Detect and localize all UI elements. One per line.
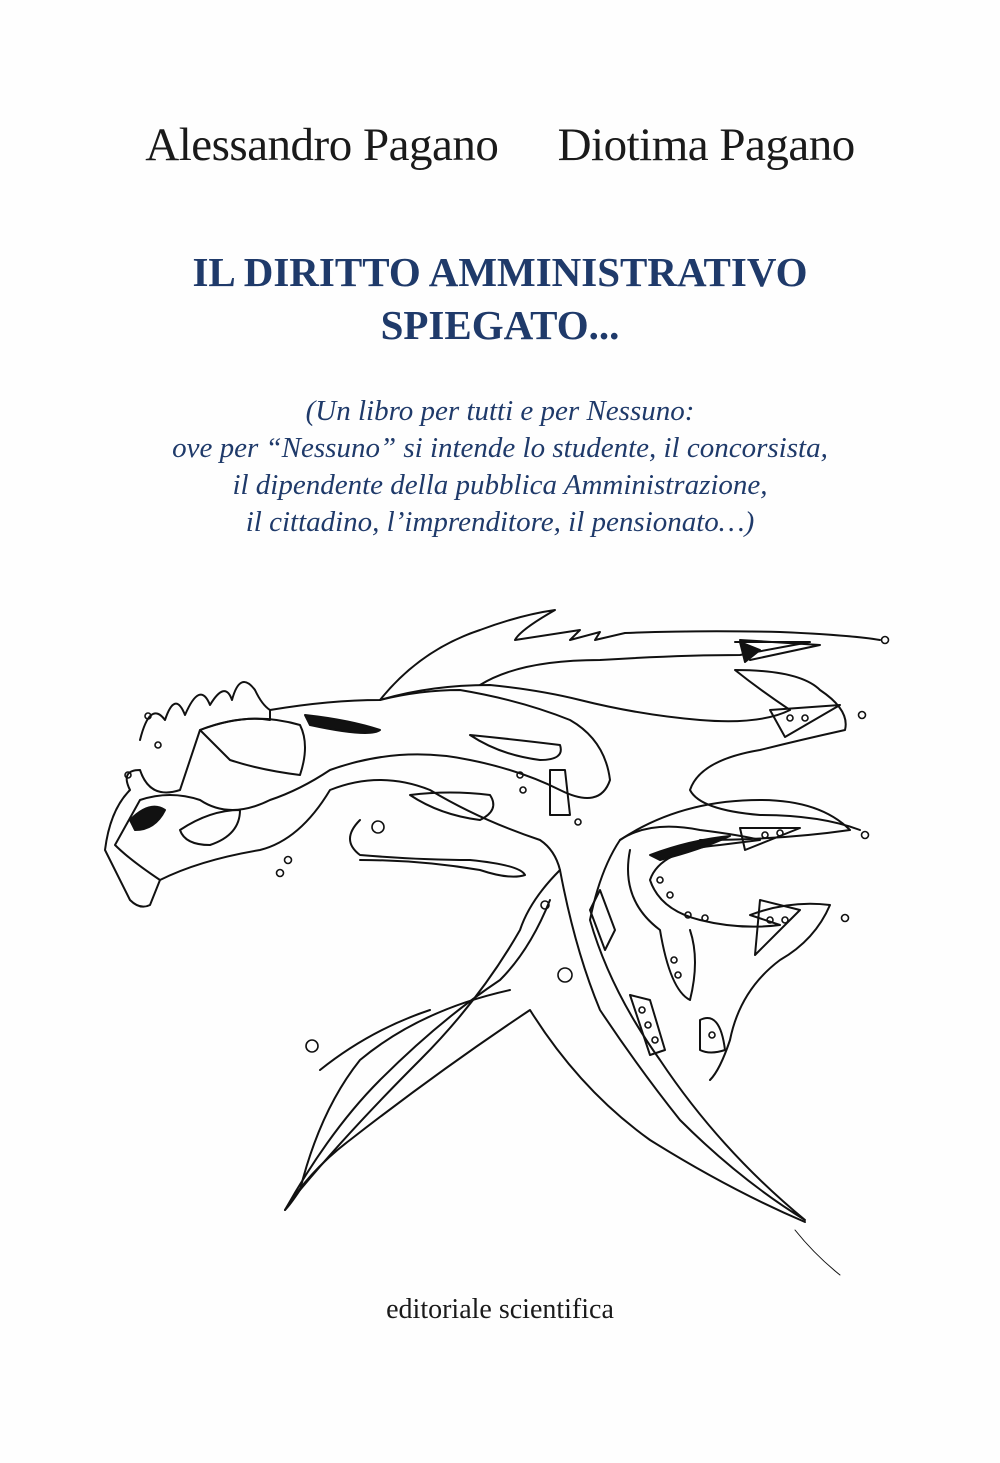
title-line: SPIEGATO... <box>380 302 620 348</box>
author-name: Diotima Pagano <box>557 119 855 171</box>
book-title <box>0 246 1000 352</box>
publisher-name: editoriale scientifica <box>386 1294 614 1325</box>
authors <box>0 118 1000 172</box>
subtitle-line: ove per “Nessuno” si intende lo studente, il concorsista, <box>172 432 828 464</box>
book-subtitle <box>0 393 1000 541</box>
subtitle-line: (Un libro per tutti e per Nessuno: <box>305 395 695 427</box>
title-line: IL DIRITTO AMMINISTRATIVO <box>192 249 808 295</box>
subtitle-line: il cittadino, l’imprenditore, il pensionato…) <box>245 506 755 538</box>
cover-illustration <box>0 590 1000 1290</box>
subtitle-line: il dipendente della pubblica Amministrazione, <box>232 469 768 501</box>
author-name: Alessandro Pagano <box>145 119 499 171</box>
